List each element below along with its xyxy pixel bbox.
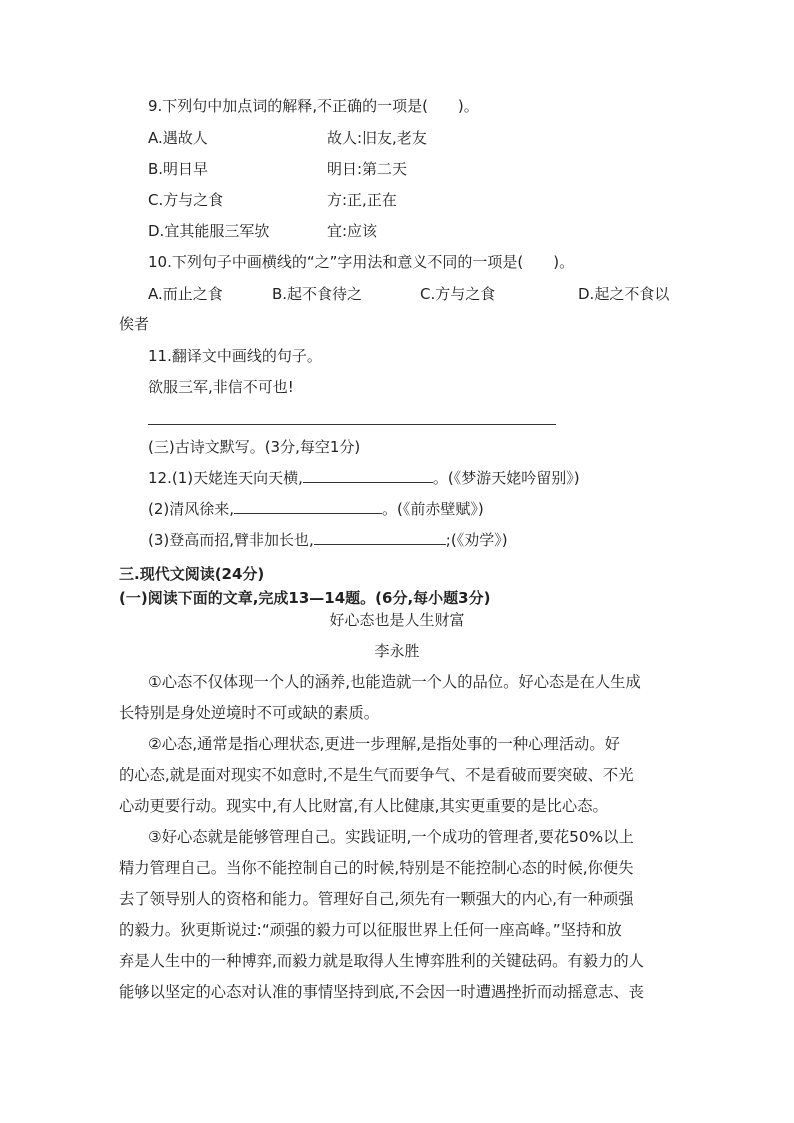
q9-option-a-phrase: A.遇故人 (148, 129, 208, 147)
paragraph-2-line-2: 的心态,就是面对现实不如意时,不是生气而要争气、不是看破而要突破、不光 (119, 766, 634, 784)
paragraph-2-line-3: 心动更要行动。现实中,有人比财富,有人比健康,其实更重要的是比心态。 (119, 797, 608, 815)
q9-option-c-gloss: 方:正,正在 (327, 191, 397, 209)
q12-2-blank[interactable] (234, 499, 382, 514)
part3-title: 三.现代文阅读(24分) (119, 565, 265, 583)
q12-1-blank[interactable] (303, 468, 433, 483)
q12-3-prefix: (3)登高而招,臂非加长也, (148, 531, 314, 549)
q12-3-source: ;(《劝学》) (445, 531, 508, 549)
q11-sentence: 欲服三军,非信不可也! (148, 378, 294, 396)
q9-option-d-gloss: 宜:应该 (327, 222, 378, 240)
q9-option-b-phrase: B.明日早 (148, 160, 209, 178)
q12-2 (148, 499, 484, 519)
paragraph-3-line-3: 去了领导别人的资格和能力。管理好自己,须先有一颗强大的内心,有一种顽强 (119, 890, 634, 908)
q12-2-prefix: (2)清风徐来, (148, 500, 235, 518)
part3-subtitle: (一)阅读下面的文章,完成13—14题。(6分,每小题3分) (119, 589, 491, 607)
q10-option-d-wrap: 俟者 (119, 315, 150, 333)
article-author: 李永胜 (374, 642, 420, 660)
q12-2-source: 。(《前赤壁赋》) (382, 500, 484, 518)
paragraph-2-line-1: ②心态,通常是指心理状态,更进一步理解,是指处事的一种心理活动。好 (148, 735, 620, 753)
q10-stem: 10.下列句子中画横线的“之”字用法和意义不同的一项是( )。 (148, 253, 575, 271)
q10-option-c: C.方与之食 (420, 285, 496, 303)
q9-option-d-phrase: D.宜其能服三军欤 (148, 222, 270, 240)
q9-option-b-gloss: 明日:第二天 (327, 160, 408, 178)
paragraph-3-line-2: 精力管理自己。当你不能控制自己的时候,特别是不能控制心态的时候,你便失 (119, 859, 634, 877)
section3-header: (三)古诗文默写。(3分,每空1分) (148, 438, 361, 456)
q12-3 (148, 530, 508, 550)
paragraph-1-line-1: ①心态不仅体现一个人的涵养,也能造就一个人的品位。好心态是在人生成 (148, 673, 641, 691)
q12-3-blank[interactable] (314, 530, 446, 545)
q10-option-a: A.而止之食 (148, 285, 223, 303)
paragraph-3-line-4: 的毅力。狄更斯说过:“顽强的毅力可以征服世界上任何一座高峰。”坚持和放 (119, 921, 622, 939)
q9-stem: 9.下列句中加点词的解释,不正确的一项是( )。 (148, 97, 479, 115)
paragraph-3-line-5: 弃是人生中的一种博弈,而毅力就是取得人生博弈胜利的关键砝码。有毅力的人 (119, 952, 644, 970)
q9-option-a-gloss: 故人:旧友,老友 (327, 129, 427, 147)
q12-1-source: 。(《梦游天姥吟留别》) (432, 469, 580, 487)
q9-option-c-phrase: C.方与之食 (148, 191, 224, 209)
paragraph-3-line-1: ③好心态就是能够管理自己。实践证明,一个成功的管理者,要花50%以上 (148, 828, 634, 846)
q11-stem: 11.翻译文中画线的句子。 (148, 347, 322, 365)
q12-1 (148, 468, 580, 488)
q12-1-prefix: 12.(1)天姥连天向天横, (148, 469, 303, 487)
paragraph-3-line-6: 能够以坚定的心态对认准的事情坚持到底,不会因一时遭遇挫折而动摇意志、丧 (119, 983, 644, 1001)
q10-option-d: D.起之不食以 (578, 285, 670, 303)
q10-option-b: B.起不食待之 (272, 285, 363, 303)
paragraph-1-line-2: 长特别是身处逆境时不可或缺的素质。 (119, 704, 380, 722)
q11-answer-line[interactable] (148, 424, 556, 425)
article-title: 好心态也是人生财富 (329, 611, 465, 629)
